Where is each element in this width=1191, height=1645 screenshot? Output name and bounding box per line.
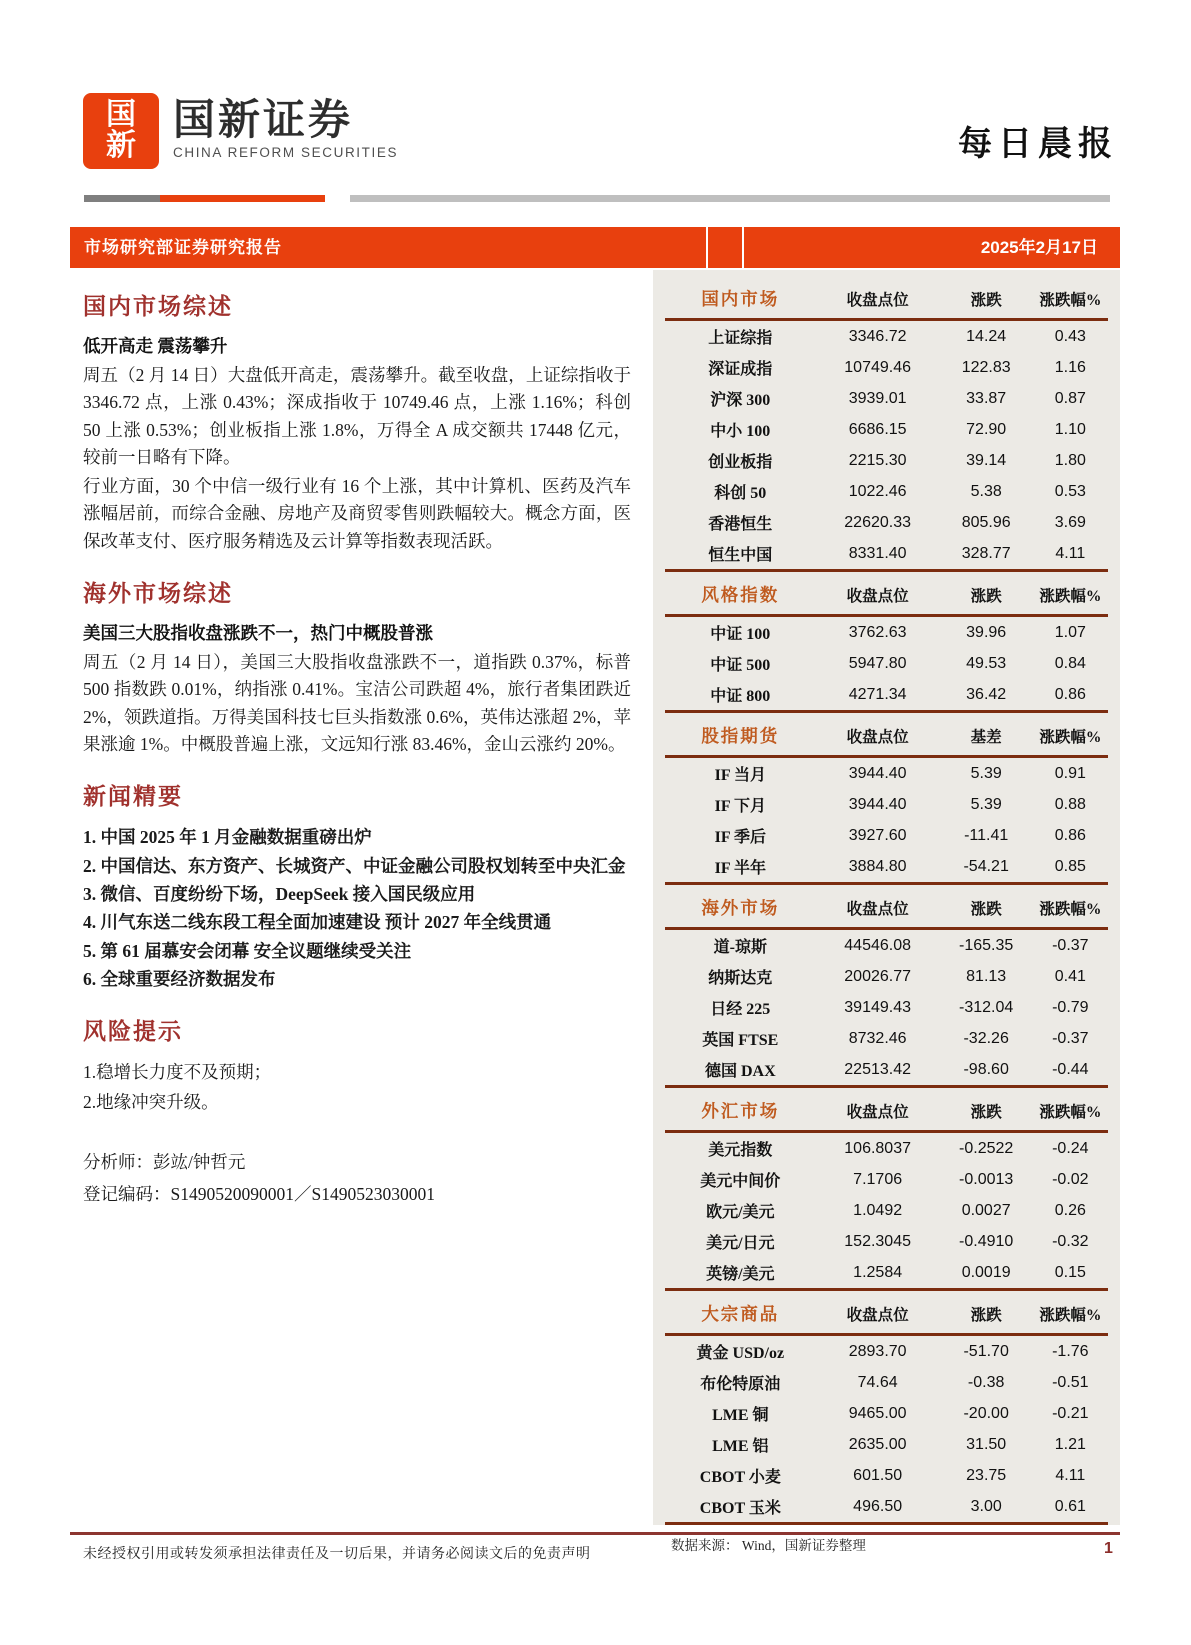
value-cell: 33.87	[966, 389, 1007, 407]
department-label: 市场研究部证券研究报告	[84, 238, 282, 257]
instrument-name: 美元/日元	[706, 1235, 775, 1252]
value-cell: 1.10	[1054, 420, 1086, 438]
value-cell: 1.0492	[853, 1201, 903, 1219]
column-header: 涨跌幅%	[1033, 572, 1108, 616]
value-cell: -0.0013	[959, 1170, 1014, 1188]
risk-item: 2.地缘冲突升级。	[83, 1092, 219, 1113]
instrument-name: LME 铝	[712, 1438, 769, 1455]
value-cell: -51.70	[963, 1342, 1009, 1360]
instrument-name: 纳斯达克	[708, 970, 773, 987]
value-cell: 2215.30	[848, 451, 907, 469]
table-row	[665, 320, 1108, 353]
value-cell: 3939.01	[848, 389, 907, 407]
market-section-title: 海外市场	[665, 885, 816, 929]
news-item: 1. 中国 2025 年 1 月金融数据重磅出炉	[83, 827, 372, 848]
section-heading-risk: 风险提示	[83, 1019, 183, 1045]
domestic-subtitle: 低开高走 震荡攀升	[83, 336, 228, 356]
value-cell: -98.60	[963, 1060, 1009, 1078]
table-row	[665, 820, 1108, 851]
value-cell: 3762.63	[848, 623, 907, 641]
instrument-name: 科创 50	[714, 485, 767, 502]
column-header: 涨跌	[940, 1291, 1033, 1335]
market-table	[665, 1088, 1108, 1291]
column-header: 基差	[940, 713, 1033, 757]
value-cell: 39.96	[966, 623, 1007, 641]
column-header: 收盘点位	[816, 1088, 940, 1132]
company-logo	[83, 93, 398, 169]
instrument-name: 沪深 300	[710, 392, 771, 409]
value-cell: 1022.46	[848, 482, 907, 500]
instrument-name: 布伦特原油	[700, 1376, 781, 1393]
table-row	[665, 789, 1108, 820]
footer-rule	[70, 1532, 1120, 1535]
value-cell: 3.00	[970, 1497, 1002, 1515]
value-cell: 1.80	[1054, 451, 1086, 469]
value-cell: 0.84	[1054, 654, 1086, 672]
instrument-name: 中证 800	[710, 688, 771, 705]
instrument-name: IF 当月	[714, 767, 767, 784]
market-section-title: 国内市场	[665, 276, 816, 320]
instrument-name: 英镑/美元	[706, 1266, 775, 1283]
value-cell: 0.86	[1054, 826, 1086, 844]
value-cell: -312.04	[959, 998, 1014, 1016]
table-row	[665, 1460, 1108, 1491]
table-row	[665, 538, 1108, 571]
divider-segment-red	[160, 195, 325, 202]
news-item: 4. 川气东送二线东段工程全面加速建设 预计 2027 年全线贯通	[83, 912, 552, 933]
page-number: 1	[1104, 1540, 1113, 1557]
table-row	[665, 1226, 1108, 1257]
table-row	[665, 383, 1108, 414]
table-row	[665, 757, 1108, 790]
table-row	[665, 679, 1108, 712]
logo-text	[173, 93, 398, 160]
risk-item: 1.稳增长力度不及预期；	[83, 1062, 272, 1083]
value-cell: 0.88	[1054, 795, 1086, 813]
value-cell: 0.0019	[961, 1263, 1011, 1281]
news-item: 2. 中国信达、东方资产、长城资产、中证金融公司股权划转至中央汇金	[83, 855, 626, 876]
value-cell: -0.32	[1052, 1232, 1089, 1250]
value-cell: 4271.34	[848, 685, 907, 703]
value-cell: 6686.15	[848, 420, 907, 438]
column-header: 涨跌	[940, 1088, 1033, 1132]
logo-mark-char-bottom: 新	[106, 129, 136, 162]
value-cell: 1.2584	[853, 1263, 903, 1281]
company-name-cn: 国新证券	[173, 96, 354, 143]
table-row	[665, 352, 1108, 383]
instrument-name: 德国 DAX	[704, 1063, 776, 1080]
table-row	[665, 648, 1108, 679]
value-cell: 81.13	[966, 967, 1007, 985]
value-cell: -165.35	[959, 936, 1014, 954]
value-cell: 1.07	[1054, 623, 1086, 641]
column-header: 收盘点位	[816, 572, 940, 616]
instrument-name: 恒生中国	[708, 547, 773, 564]
market-table	[665, 276, 1108, 572]
market-table	[665, 572, 1108, 713]
band-separator	[706, 227, 708, 268]
divider-segment-gray	[84, 195, 160, 202]
table-row	[665, 1491, 1108, 1524]
column-header: 涨跌	[940, 885, 1033, 929]
value-cell: -11.41	[964, 826, 1009, 844]
value-cell: 3944.40	[848, 795, 907, 813]
instrument-name: CBOT 小麦	[699, 1469, 781, 1486]
value-cell: 5.39	[970, 795, 1002, 813]
instrument-name: 创业板指	[708, 454, 773, 471]
company-name-en: CHINA REFORM SECURITIES	[173, 145, 399, 161]
band-separator	[742, 227, 744, 268]
value-cell: -0.4910	[959, 1232, 1014, 1250]
section-heading-news: 新闻精要	[83, 784, 183, 810]
column-header: 涨跌	[940, 572, 1033, 616]
table-row	[665, 1257, 1108, 1290]
value-cell: 152.3045	[844, 1232, 911, 1250]
value-cell: 8331.40	[848, 544, 907, 562]
column-header: 收盘点位	[816, 885, 940, 929]
market-data-panel	[653, 270, 1120, 1553]
value-cell: 44546.08	[844, 936, 911, 954]
column-header: 收盘点位	[816, 1291, 940, 1335]
value-cell: 39.14	[966, 451, 1007, 469]
table-row	[665, 992, 1108, 1023]
value-cell: 5.39	[970, 764, 1002, 782]
news-list	[83, 823, 631, 993]
value-cell: 122.83	[961, 358, 1011, 376]
value-cell: 0.43	[1054, 327, 1086, 345]
news-item: 3. 微信、百度纷纷下场，DeepSeek 接入国民级应用	[83, 883, 476, 904]
value-cell: 14.24	[966, 327, 1007, 345]
value-cell: 328.77	[961, 544, 1011, 562]
instrument-name: 香港恒生	[708, 516, 773, 533]
market-section-title: 大宗商品	[665, 1291, 816, 1335]
value-cell: 3.69	[1054, 513, 1086, 531]
value-cell: 3944.40	[848, 764, 907, 782]
registration-line: 登记编码：S1490520090001／S1490523030001	[83, 1184, 435, 1205]
value-cell: -20.00	[963, 1404, 1009, 1422]
instrument-name: IF 半年	[714, 860, 767, 877]
instrument-name: 深证成指	[708, 361, 773, 378]
column-header: 收盘点位	[816, 713, 940, 757]
table-row	[665, 476, 1108, 507]
instrument-name: 黄金 USD/oz	[696, 1345, 785, 1362]
table-row	[665, 961, 1108, 992]
news-item: 6. 全球重要经济数据发布	[83, 968, 276, 989]
value-cell: 8732.46	[848, 1029, 907, 1047]
value-cell: 22620.33	[844, 513, 911, 531]
value-cell: 22513.42	[844, 1060, 911, 1078]
value-cell: -54.21	[963, 857, 1009, 875]
instrument-name: 中证 100	[710, 626, 771, 643]
column-header: 收盘点位	[816, 276, 940, 320]
value-cell: 10749.46	[844, 358, 911, 376]
value-cell: -0.37	[1052, 936, 1089, 954]
value-cell: 4.11	[1055, 1466, 1086, 1484]
market-section-title: 风格指数	[665, 572, 816, 616]
table-row	[665, 851, 1108, 884]
value-cell: 496.50	[853, 1497, 903, 1515]
value-cell: 3884.80	[848, 857, 907, 875]
value-cell: -0.44	[1052, 1060, 1089, 1078]
value-cell: 0.15	[1054, 1263, 1086, 1281]
value-cell: -0.02	[1052, 1170, 1089, 1188]
value-cell: 49.53	[966, 654, 1007, 672]
table-row	[665, 1023, 1108, 1054]
section-heading-overseas: 海外市场综述	[83, 581, 233, 607]
value-cell: 0.91	[1054, 764, 1086, 782]
left-column	[83, 288, 631, 1211]
overseas-subtitle: 美国三大股指收盘涨跌不一，热门中概股普涨	[83, 623, 433, 644]
table-row	[665, 1398, 1108, 1429]
section-heading-domestic: 国内市场综述	[83, 294, 233, 319]
table-row	[665, 1132, 1108, 1165]
value-cell: 7.1706	[853, 1170, 903, 1188]
value-cell: 0.87	[1054, 389, 1086, 407]
table-row	[665, 616, 1108, 649]
value-cell: 39149.43	[844, 998, 911, 1016]
instrument-name: 欧元/美元	[706, 1204, 775, 1221]
value-cell: -0.24	[1052, 1139, 1089, 1157]
value-cell: -0.51	[1052, 1373, 1089, 1391]
table-row	[665, 1335, 1108, 1368]
table-row	[665, 1367, 1108, 1398]
table-row	[665, 929, 1108, 962]
divider-segment-lightgray	[350, 195, 1110, 202]
news-item: 5. 第 61 届慕安会闭幕 安全议题继续受关注	[83, 940, 412, 961]
column-header: 涨跌幅%	[1033, 885, 1108, 929]
value-cell: -0.2522	[959, 1139, 1014, 1157]
value-cell: 0.61	[1054, 1497, 1086, 1515]
market-section-title: 股指期货	[665, 713, 816, 757]
instrument-name: LME 铜	[712, 1407, 769, 1424]
market-table	[665, 1291, 1108, 1525]
instrument-name: 道-琼斯	[713, 939, 767, 956]
report-type-title: 每日晨报	[958, 126, 1118, 163]
logo-mark-icon	[83, 93, 159, 169]
market-table	[665, 885, 1108, 1088]
value-cell: 5.38	[970, 482, 1002, 500]
market-section-title: 外汇市场	[665, 1088, 816, 1132]
column-header: 涨跌幅%	[1033, 713, 1108, 757]
value-cell: 3927.60	[848, 826, 907, 844]
column-header: 涨跌幅%	[1033, 1088, 1108, 1132]
table-row	[665, 445, 1108, 476]
analyst-block	[83, 1146, 631, 1211]
table-row	[665, 1429, 1108, 1460]
table-row	[665, 414, 1108, 445]
report-header-band	[70, 227, 1120, 268]
table-row	[665, 1054, 1108, 1087]
value-cell: 36.42	[966, 685, 1007, 703]
value-cell: 5947.80	[848, 654, 907, 672]
value-cell: 31.50	[966, 1435, 1007, 1453]
value-cell: -0.21	[1052, 1404, 1089, 1422]
domestic-paragraph-1: 周五（2 月 14 日）大盘低开高走，震荡攀升。截至收盘，上证综指收于 3346.72 点，上涨 0.43%；深成指收于 10749.46 点，上涨 1.16%；科创 50 上涨 0.53%；创业板指上涨 1.8%，万得全 A 成交额共 17448 亿元，较前一日略有下降。	[83, 365, 631, 467]
value-cell: 2635.00	[848, 1435, 907, 1453]
value-cell: 20026.77	[844, 967, 911, 985]
overseas-paragraph-1: 周五（2 月 14 日），美国三大股指收盘涨跌不一，道指跌 0.37%，标普 500 指数跌 0.01%，纳指涨 0.41%。宝洁公司跌超 4%，旅行者集团跌近 2%，领跌道指。万得美国科技七巨头指数涨 0.6%，英伟达涨超 2%，苹果涨逾 1%。中概股普遍上涨，文远知行涨 83.46%，金山云涨约 20%。	[83, 652, 631, 754]
footer-disclaimer: 未经授权引用或转发须承担法律责任及一切后果，并请务必阅读文后的免责声明	[83, 1547, 591, 1562]
instrument-name: 日经 225	[710, 1001, 771, 1018]
value-cell: 1.21	[1054, 1435, 1086, 1453]
instrument-name: 中证 500	[710, 657, 771, 674]
value-cell: 3346.72	[848, 327, 907, 345]
value-cell: 0.0027	[961, 1201, 1011, 1219]
column-header: 涨跌幅%	[1033, 1291, 1108, 1335]
value-cell: 805.96	[961, 513, 1011, 531]
column-header: 涨跌	[940, 276, 1033, 320]
table-row	[665, 1164, 1108, 1195]
domestic-paragraph-2: 行业方面，30 个中信一级行业有 16 个上涨，其中计算机、医药及汽车涨幅居前，而综合金融、房地产及商贸零售则跌幅较大。概念方面，医保改革支付、医疗服务精选及云计算等指数表现活跃。	[83, 476, 631, 551]
value-cell: -1.76	[1052, 1342, 1089, 1360]
value-cell: -0.38	[967, 1373, 1005, 1391]
market-table	[665, 713, 1108, 885]
value-cell: 9465.00	[848, 1404, 907, 1422]
value-cell: 0.86	[1054, 685, 1086, 703]
value-cell: 23.75	[966, 1466, 1007, 1484]
table-row	[665, 1195, 1108, 1226]
value-cell: 0.41	[1054, 967, 1086, 985]
value-cell: 601.50	[853, 1466, 903, 1484]
instrument-name: 英国 FTSE	[702, 1032, 779, 1049]
report-date: 2025年2月17日	[980, 238, 1098, 257]
value-cell: 1.16	[1054, 358, 1086, 376]
value-cell: 106.8037	[844, 1139, 911, 1157]
value-cell: 4.11	[1055, 544, 1086, 562]
instrument-name: 上证综指	[708, 330, 773, 347]
value-cell: 0.85	[1054, 857, 1086, 875]
table-row	[665, 507, 1108, 538]
data-source-note: 数据来源： Wind，国新证券整理	[671, 1538, 866, 1553]
value-cell: -0.79	[1052, 998, 1089, 1016]
value-cell: -32.26	[963, 1029, 1009, 1047]
value-cell: 0.53	[1054, 482, 1086, 500]
logo-mark-char-top: 国	[106, 98, 136, 132]
value-cell: -0.37	[1052, 1029, 1089, 1047]
analyst-line: 分析师：彭竑/钟哲元	[83, 1151, 246, 1172]
value-cell: 0.26	[1054, 1201, 1086, 1219]
instrument-name: 美元中间价	[700, 1173, 781, 1190]
instrument-name: 中小 100	[710, 423, 771, 440]
value-cell: 74.64	[857, 1373, 898, 1391]
instrument-name: IF 下月	[714, 798, 767, 815]
risk-list	[83, 1058, 631, 1118]
column-header: 涨跌幅%	[1033, 276, 1108, 320]
market-tables	[665, 276, 1108, 1525]
value-cell: 2893.70	[848, 1342, 907, 1360]
value-cell: 72.90	[966, 420, 1007, 438]
instrument-name: CBOT 玉米	[699, 1500, 781, 1517]
instrument-name: IF 季后	[714, 829, 767, 846]
instrument-name: 美元指数	[708, 1142, 773, 1159]
